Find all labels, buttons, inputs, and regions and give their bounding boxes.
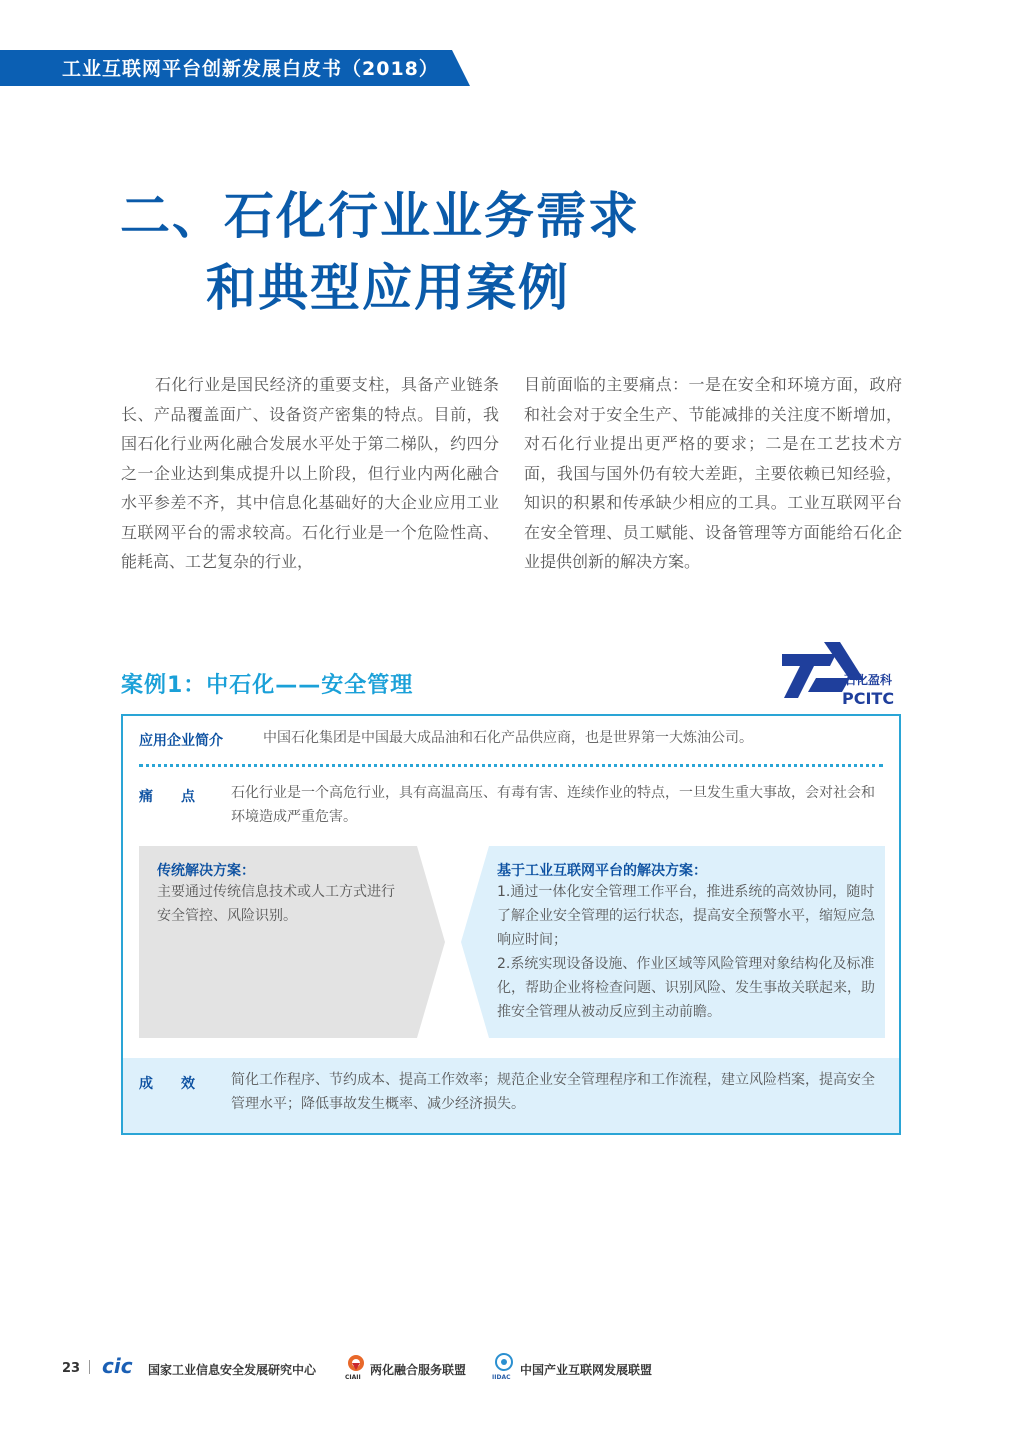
- pain-point-text: 石化行业是一个高危行业，具有高温高压、有毒有害、连续作业的特点，一旦发生重大事故，会对社会和环境造成严重危害。: [231, 785, 875, 825]
- footer-separator: [89, 1360, 90, 1374]
- platform-solution-item-2: 2.系统实现设备设施、作业区域等风险管理对象结构化及标准化，帮助企业将检查问题、识别风险、发生事故关联起来，助推安全管理从被动反应到主动前瞻。: [497, 956, 875, 1020]
- company-intro-text: 中国石化集团是中国最大成品油和石化产品供应商，也是世界第一大炼油公司。: [263, 730, 753, 746]
- section-title-line2: 和典型应用案例: [206, 259, 570, 317]
- intro-right-column: 目前面临的主要痛点：一是在安全和环境方面，政府和社会对于安全生产、节能减排的关注度不断增加，对石化行业提出更严格的要求；二是在工艺技术方面，我国与国外仍有较大差距，主要依赖已知经验，知识的积累和传承缺少相应的工具。工业互联网平台在安全管理、员工赋能、设备管理等方面能给石化企业提供创新的解决方案。: [524, 375, 902, 571]
- traditional-solution-title: 传统解决方案：: [157, 863, 255, 879]
- intro-left-column: 石化行业是国民经济的重要支柱，具备产业链条长、产品覆盖面广、设备资产密集的特点。目前，我国石化行业两化融合发展水平处于第二梯队，约四分之一企业达到集成提升以上阶段，但行业内两化融合水平参差不齐，其中信息化基础好的大企业应用工业互联网平台的需求较高。石化行业是一个危险性高、能耗高、工艺复杂的行业，: [121, 375, 499, 571]
- ciaii-logo-icon: [344, 1354, 368, 1383]
- dotted-divider: [139, 764, 883, 767]
- case-title: 案例1：中石化——安全管理: [121, 673, 414, 698]
- case-box: [121, 714, 901, 1135]
- header-title: 工业互联网平台创新发展白皮书（2018）: [62, 58, 439, 80]
- page-number: 23: [62, 1361, 81, 1376]
- footer-org-3: 中国产业互联网发展联盟: [520, 1363, 653, 1377]
- logo-text-cn: 石化盈科: [844, 673, 893, 687]
- logo-text-en: PCITC: [842, 689, 895, 708]
- pain-point-label: 痛 点: [139, 789, 195, 805]
- platform-solution-title: 基于工业互联网平台的解决方案：: [497, 863, 707, 879]
- svg-text:cic: cic: [102, 1355, 133, 1377]
- section-title: [120, 180, 640, 324]
- platform-solution-item-1: 1.通过一体化安全管理工作平台，推进系统的高效协同，随时了解企业安全管理的运行状态，提高安全预警水平，缩短应急响应时间；: [497, 884, 875, 948]
- iidac-logo-icon: [492, 1352, 516, 1383]
- effect-label: 成 效: [139, 1076, 195, 1092]
- section-title-line1: 二、石化行业业务需求: [120, 187, 640, 245]
- svg-text:CIAII: CIAII: [345, 1374, 361, 1380]
- footer-org-1: 国家工业信息安全发展研究中心: [148, 1363, 317, 1377]
- svg-text:IIDAC: IIDAC: [492, 1374, 511, 1380]
- footer-org-2: 两化融合服务联盟: [370, 1363, 467, 1377]
- cic-logo-icon: [102, 1355, 146, 1380]
- company-intro-label: 应用企业简介: [139, 733, 223, 749]
- effect-text: 简化工作程序、节约成本、提高工作效率；规范企业安全管理程序和工作流程，建立风险档案，提高安全管理水平；降低事故发生概率、减少经济损失。: [231, 1072, 875, 1112]
- footer: [62, 1355, 962, 1382]
- traditional-solution-text: 主要通过传统信息技术或人工方式进行安全管控、风险识别。: [157, 884, 395, 924]
- pcitc-logo: [780, 640, 902, 708]
